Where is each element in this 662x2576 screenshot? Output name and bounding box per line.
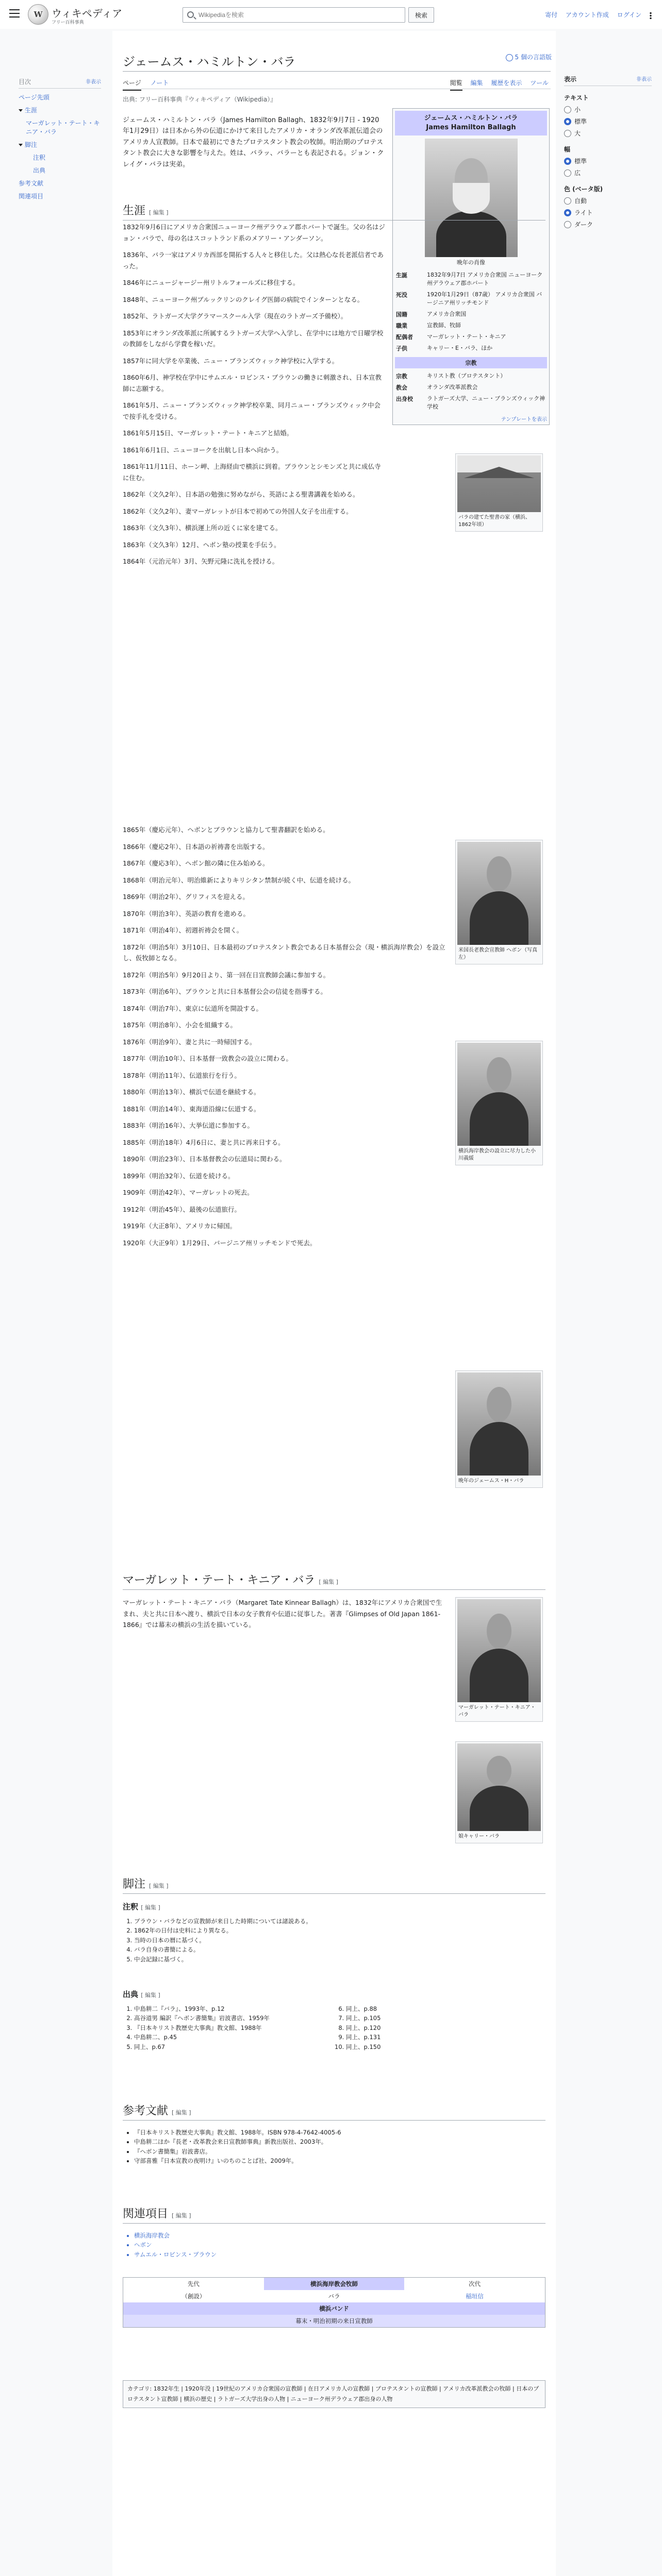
infobox-title: [395, 111, 547, 135]
section-title: 参考文献: [123, 2105, 169, 2117]
radio-icon[interactable]: [564, 209, 571, 216]
chronology-entry: 1874年（明治7年）、東京に伝道所を開設する。: [123, 1004, 263, 1012]
figure-hepburn: [455, 840, 543, 964]
site-header: [0, 0, 662, 29]
note-item: 3. 当時の日本の暦に基づく。: [134, 1936, 545, 1945]
margaret-paragraph: マーガレット・テート・キニア・バラ（Margaret Tate Kinnear Ballagh）は、1832年にアメリカ合衆国で生まれ、夫と共に日本へ渡り、横浜で日本の女子教育や伝道に従事した。著書『Glimpses of Old Japan 1861-1866』では幕末の横浜の生活を描いている。: [123, 1599, 442, 1629]
chronology-entry: 1919年（大正8年）、アメリカに帰国。: [123, 1222, 237, 1230]
reference-item: • 中島耕二ほか『長老・改革教会来日宣教師事典』新教出版社、2003年。: [134, 2137, 545, 2146]
chronology-entry: 1883年（明治16年）、大挙伝道に参加する。: [123, 1122, 254, 1129]
figure-image[interactable]: [457, 1043, 541, 1146]
infobox-row: [395, 309, 547, 320]
infobox-value: 1920年1月29日（87歳） アメリカ合衆国 バージニア州リッチモンド: [427, 291, 542, 307]
toc-item-label: 生涯: [25, 107, 38, 114]
language-button-label: 5 個の言語版: [515, 54, 552, 61]
figure-caption: 米国長老教会宣教師 ヘボン（写真左）: [458, 947, 538, 960]
main-menu-icon[interactable]: [9, 9, 20, 18]
chronology-entry: 1909年（明治42年）、マーガレットの死去。: [123, 1189, 254, 1196]
source-item: 1. 中島耕二『バラ』、1993年、p.12: [134, 2004, 334, 2013]
search-input[interactable]: [197, 10, 404, 20]
chronology-entry: 1848年、ニューヨーク州ブルックリンのクレイグ医師の病院でインターンとなる。: [123, 295, 364, 303]
infobox-label: 死没: [396, 292, 407, 299]
view-tabs: [444, 78, 549, 87]
search-icon: [187, 11, 194, 18]
appearance-option[interactable]: [564, 117, 652, 126]
chronology-entry: 1861年5月、ニュー・ブランズウィック神学校卒業、同月ニュー・ブランズウィック中会で按手礼を受ける。: [123, 401, 381, 420]
chronology-entry: 1861年5月15日、マーガレット・テート・キニアと結婚。: [123, 429, 293, 437]
logo-glyph: W: [34, 10, 43, 19]
toc-item-sources[interactable]: 出典: [33, 167, 46, 174]
appearance-option[interactable]: [564, 168, 652, 177]
subsection-title: 出典: [123, 1990, 139, 1999]
figure-ogawa: [455, 1041, 543, 1165]
more-options-icon[interactable]: [650, 12, 652, 19]
chronology-entry: 1873年（明治6年）、ブラウンと共に日本基督公会の信徒を指導する。: [123, 988, 327, 995]
toc-item-life[interactable]: [19, 106, 101, 114]
infobox-row: [395, 382, 547, 393]
subsection-title: 注釈: [123, 1902, 139, 1911]
tab-tools[interactable]: ツール: [530, 79, 549, 87]
appearance-groups: [564, 93, 652, 229]
navbox-next[interactable]: 稲垣信: [466, 2293, 484, 2300]
chronology-entry: 1899年（明治32年）、伝道を続ける。: [123, 1172, 235, 1180]
navbox-header-title[interactable]: 横浜海岸教会牧師: [264, 2278, 405, 2290]
user-links: [539, 10, 652, 19]
edit-section-link[interactable]: [ 編集 ]: [172, 2212, 191, 2219]
source-item: 9. 同上、p.131: [346, 2032, 545, 2042]
site-tagline: フリー百科事典: [52, 20, 84, 25]
category-links[interactable]: カテゴリ: 1832年生 | 1920年没 | 19世紀のアメリカ合衆国の宣教師 | 在日アメリカ人の宣教師 | プロテスタントの宣教師 | アメリカ改革派教会の牧師 | 日本のプロテスタント宣教師 | 横浜の歴史 | ラトガーズ大学出身の人物 | ニューヨーク州デラウェア郡出身の人物: [123, 2380, 545, 2408]
language-icon: [506, 54, 513, 61]
source-item: 4. 中島耕二、p.45: [134, 2032, 334, 2042]
figure-bible-house: [455, 453, 543, 532]
sources-list: [123, 2004, 545, 2052]
section-related-heading: [123, 2205, 545, 2224]
radio-icon[interactable]: [564, 158, 571, 165]
figure-ballagh-late: [455, 1370, 543, 1488]
source-item: 2. 高谷道男 編訳『ヘボン書簡集』岩波書店、1959年: [134, 2013, 334, 2023]
appearance-option[interactable]: [564, 208, 652, 217]
infobox-row: [395, 289, 547, 309]
figure-margaret: [455, 1597, 543, 1722]
note-item: 1. ブラウン・バラなどの宣教師が来日した時期については諸説ある。: [134, 1917, 545, 1926]
navbox-banner[interactable]: 横浜バンド: [123, 2302, 545, 2315]
chronology-entry: 1880年（明治13年）、横浜で伝道を継続する。: [123, 1088, 260, 1096]
appearance-option[interactable]: [564, 220, 652, 229]
tab-history[interactable]: 履歴を表示: [491, 79, 522, 87]
infobox-row: [395, 320, 547, 331]
language-button[interactable]: [506, 53, 552, 61]
infobox-row: [395, 370, 547, 382]
infobox-value: アメリカ合衆国: [427, 311, 467, 318]
chronology-entry: 1853年にオランダ改革派に所属するラトガーズ大学へ入学し、在学中には地方で日曜学校の教師をしながら学費を稼いだ。: [123, 329, 384, 348]
infobox-value: マーガレット・テート・キニア: [427, 333, 506, 341]
infobox-row: [395, 393, 547, 413]
source-item: 5. 同上、p.67: [134, 2042, 334, 2052]
login-link[interactable]: ログイン: [617, 11, 642, 19]
chronology-entry: 1870年（明治3年）、英語の教育を進める。: [123, 909, 250, 918]
chronology-entry: 1861年6月1日、ニューヨークを出航し日本へ向かう。: [123, 446, 283, 454]
source-item: 6. 同上、p.88: [346, 2004, 545, 2013]
appearance-panel: [564, 75, 652, 232]
life-chronology-continued: [123, 824, 458, 1254]
infobox-table-2: [395, 370, 547, 413]
chronology-entry: 1862年（文久2年）、日本語の勉強に努めながら、英語による聖書講義を始める。: [123, 490, 359, 498]
edit-section-link[interactable]: [ 編集 ]: [149, 209, 169, 216]
navbox-prev: （創設）: [181, 2293, 206, 2300]
chronology-entry: 1885年（明治18年）4月6日に、妻と共に再来日する。: [123, 1138, 285, 1146]
chronology-entry: 1866年（慶応2年）、日本語の祈祷書を出版する。: [123, 842, 269, 851]
section-title: 関連項目: [123, 2208, 169, 2221]
appearance-option-label: ライト: [574, 209, 593, 216]
page-title: ジェームス・ハミルトン・バラ: [123, 55, 296, 69]
title-divider: [123, 71, 551, 72]
subsection-sources-heading: [123, 1989, 160, 1999]
source-item: 10. 同上、p.150: [346, 2042, 545, 2052]
toc-item-label: 脚注: [25, 141, 38, 148]
infobox-label: 宗教: [396, 373, 407, 380]
figure-image[interactable]: [457, 455, 541, 512]
infobox-title-en: James Hamilton Ballagh: [426, 124, 516, 132]
edit-section-link[interactable]: [ 編集 ]: [149, 1883, 169, 1889]
figure-image[interactable]: [457, 1743, 541, 1831]
chronology-entry: 1912年（明治45年）、最後の伝道旅行。: [123, 1205, 241, 1213]
edit-section-link[interactable]: [ 編集 ]: [141, 1904, 160, 1911]
infobox-section-religion: 宗教: [395, 357, 547, 368]
toc-hide-button[interactable]: 非表示: [86, 79, 101, 85]
note-item: 5. 中会記録に基づく。: [134, 1955, 545, 1964]
radio-icon[interactable]: [564, 221, 571, 228]
appearance-option[interactable]: [564, 196, 652, 205]
edit-section-link[interactable]: [ 編集 ]: [141, 1992, 160, 1998]
chronology-entry: 1865年（慶応元年）、ヘボンとブラウンと協力して聖書翻訳を始める。: [123, 826, 329, 834]
chronology-entry: 1920年（大正9年）1月29日、バージニア州リッチモンドで死去。: [123, 1239, 317, 1247]
infobox-row: [395, 331, 547, 343]
chronology-entry: 1871年（明治4年）、初週祈祷会を開く。: [123, 926, 243, 934]
reference-item: • 守部喜雅『日本宣教の夜明け』いのちのことば社、2009年。: [134, 2156, 545, 2165]
infobox-row: [395, 269, 547, 289]
infobox-value: キャリー・E・バラ、ほか: [427, 345, 493, 352]
appearance-group-label: テキスト: [564, 94, 589, 101]
article-content: [112, 31, 556, 2576]
source-item: 7. 同上、p.105: [346, 2013, 545, 2023]
chronology-entry: 1852年、ラトガーズ大学グラマースクール入学（現在のラトガーズ予備校）。: [123, 312, 347, 320]
subsection-notes-heading: [123, 1901, 160, 1912]
reference-item: • 『日本キリスト教歴史大事典』教文館、1988年。ISBN 978-4-7642-4005-6: [134, 2128, 545, 2137]
appearance-option-label: 小: [574, 106, 581, 113]
infobox: [392, 108, 550, 425]
life-chronology: [123, 222, 386, 573]
appearance-option-label: ダーク: [574, 221, 593, 228]
infobox-label: 教会: [396, 384, 407, 392]
appearance-option-label: 標準: [574, 118, 587, 125]
chronology-entry: 1857年に同大学を卒業後、ニュー・ブランズウィック神学校に入学する。: [123, 357, 339, 365]
appearance-option-label: 大: [574, 130, 581, 137]
reference-item: • 『ヘボン書簡集』岩波書店。: [134, 2147, 545, 2156]
appearance-group-label: 色 (ベータ版): [564, 185, 603, 193]
related-link[interactable]: • サムエル・ロビンス・ブラウン: [134, 2250, 545, 2259]
infobox-caption: 晩年の肖像: [457, 259, 485, 266]
appearance-hide-button[interactable]: 非表示: [636, 77, 652, 82]
chronology-entry: 1878年（明治11年）、伝道旅行を行う。: [123, 1071, 241, 1079]
infobox-title-ja: ジェームス・ハミルトン・バラ: [424, 114, 518, 122]
navbox-group[interactable]: 幕末・明治初期の来日宣教師: [123, 2315, 545, 2327]
toc-item-top[interactable]: ページ先頭: [19, 94, 49, 101]
appearance-heading: 表示: [564, 76, 577, 83]
chronology-entry: 1832年9月6日にアメリカ合衆国ニューヨーク州デラウェア郡ホバートで誕生。父の名はジョン・バラで、母の名はスコットランド系のメアリー・アンダーソン。: [123, 223, 385, 242]
chronology-entry: 1846年にニュージャージー州リトルフォールズに移住する。: [123, 279, 300, 286]
chronology-entry: 1890年（明治23年）、日本基督教会の伝道局に関わる。: [123, 1155, 286, 1163]
refs-list: [123, 2128, 545, 2166]
toc-item-notes-sub[interactable]: 注釈: [33, 154, 46, 161]
toc-sidebar: [19, 77, 101, 205]
figure-carrie: [455, 1741, 543, 1843]
appearance-option-label: 標準: [574, 158, 587, 165]
infobox-label: 出身校: [396, 396, 413, 403]
navbox-header-prev: 先代: [187, 2280, 200, 2287]
figure-caption: 娘キャリー・バラ: [458, 1834, 500, 1839]
chronology-entry: 1863年（文久3年）12月、ヘボン塾の授業を手伝う。: [123, 540, 280, 549]
infobox-value: オランダ改革派教会: [427, 384, 478, 391]
chronology-entry: 1881年（明治14年）、東海道沿線に伝道する。: [123, 1105, 260, 1113]
infobox-label: 国籍: [396, 311, 407, 318]
section-margaret-heading: [123, 1571, 545, 1590]
related-list: [123, 2231, 545, 2259]
namespace-tabs: [123, 78, 176, 87]
figure-caption: マーガレット・テート・キニア・バラ: [458, 1705, 536, 1718]
chronology-entry: 1868年（明治元年）、明治維新によりキリシタン禁制が続く中、伝道を続ける。: [123, 876, 355, 884]
infobox-value: 宣教師、牧師: [427, 322, 461, 329]
figure-image[interactable]: [457, 842, 541, 945]
toc-heading: 目次: [19, 78, 31, 86]
infobox-label: 生誕: [396, 272, 407, 279]
section-title: 脚注: [123, 1878, 146, 1891]
infobox-template-link[interactable]: テンプレートを表示: [501, 417, 547, 422]
wikipedia-logo[interactable]: [28, 4, 48, 25]
figure-image[interactable]: [457, 1599, 541, 1702]
toc-item-refs[interactable]: 参考文献: [19, 180, 44, 187]
appearance-option-label: 自動: [574, 197, 587, 205]
site-wordmark[interactable]: ウィキペディア: [52, 7, 123, 20]
tab-edit[interactable]: 編集: [470, 79, 483, 87]
figure-caption: バラの建てた聖書の家（横浜、1862年頃）: [458, 515, 531, 528]
navbox-header-next: 次代: [469, 2280, 481, 2287]
chronology-entry: 1836年、バラ一家はアメリカ西部を開拓する人々と移住した。父は熱心な長老派信者であった。: [123, 251, 384, 270]
toc-item-margaret[interactable]: マーガレット・テート・キニア・バラ: [26, 120, 100, 135]
radio-icon[interactable]: [564, 118, 571, 125]
tab-page[interactable]: ページ: [123, 79, 141, 91]
infobox-label: 配偶者: [396, 334, 413, 341]
chronology-entry: 1862年（文久2年）、妻マーガレットが日本で初めての外国人女子を出産する。: [123, 507, 353, 515]
chronology-entry: 1869年（明治2年）、グリフィスを迎える。: [123, 893, 250, 901]
appearance-option[interactable]: [564, 129, 652, 138]
figure-caption: 横浜海岸教会の設立に尽力した小川義綏: [458, 1148, 536, 1161]
infobox-value: 1832年9月7日 アメリカ合衆国 ニューヨーク州デラウェア郡ホバート: [427, 272, 543, 287]
chronology-entry: 1877年（明治10年）、日本基督一致教会の設立に関わる。: [123, 1055, 292, 1062]
infobox-portrait[interactable]: [425, 139, 518, 257]
toc-item-notes[interactable]: [19, 140, 101, 149]
infobox-value: ラトガーズ大学、ニュー・ブランズウィック神学校: [427, 395, 545, 411]
search-button[interactable]: 検索: [408, 7, 434, 23]
note-item: 2. 1862年の日付は史料により異なる。: [134, 1926, 545, 1935]
chronology-entry: 1860年6月、神学校在学中にサムエル・ロビンス・ブラウンの働きに刺激され、日本宣教師に志願する。: [123, 374, 382, 393]
chronology-entry: 1872年（明治5年）3月10日、日本最初のプロテスタント教会である日本基督公会（現・横浜海岸教会）を設立し、仮牧師となる。: [123, 943, 445, 962]
appearance-group-label: 幅: [564, 146, 571, 153]
chronology-entry: 1861年11月11日、ホーン岬、上海経由で横浜に到着。ブラウンとシモンズと共に成仏寺に住む。: [123, 463, 381, 482]
appearance-option[interactable]: [564, 105, 652, 114]
notes-list: [123, 1917, 545, 1964]
edit-section-link[interactable]: [ 編集 ]: [319, 1579, 338, 1585]
figure-caption: 晩年のジェームス・H・バラ: [458, 1478, 524, 1484]
infobox-row: [395, 343, 547, 354]
infobox-label: 子供: [396, 345, 407, 352]
toc-item-related[interactable]: 関連項目: [19, 193, 44, 200]
from-line: 出典: フリー百科事典『ウィキペディア（Wikipedia）』: [123, 96, 277, 103]
radio-icon[interactable]: [564, 170, 571, 177]
source-item: 8. 同上、p.120: [346, 2023, 545, 2032]
section-refs-heading: [123, 2102, 545, 2121]
related-link[interactable]: • 横浜海岸教会: [134, 2231, 545, 2240]
chronology-entry: 1864年（元治元年）3月、矢野元隆に洗礼を授ける。: [123, 557, 279, 565]
lead-paragraph: ジェームス・ハミルトン・バラ（James Hamilton Ballagh、1832年9月7日 - 1920年1月29日）は日本から外の伝道にかけて来日したアメリカ・オランダ改革派伝道会のアメリカ人宣教師。日本で最初にできたプロテスタント教会の牧師。明治期のプロテスタント教会に大きな影響を与えた。姓は、バラッ、バラーとも表記される。ジョン・クレイグ・バラは実弟。: [123, 116, 384, 168]
source-item: 3. 『日本キリスト教歴史大事典』教文館、1988年: [134, 2023, 334, 2032]
chronology-entry: 1872年（明治5年）9月20日より、第一回在日宣教師会議に参加する。: [123, 971, 330, 979]
chronology-entry: 1867年（慶応3年）、ヘボン館の隣に住み始める。: [123, 859, 269, 867]
succession-navbox: [123, 2277, 545, 2328]
edit-section-link[interactable]: [ 編集 ]: [172, 2109, 191, 2116]
tab-talk[interactable]: ノート: [150, 79, 169, 87]
toc-toggle-icon[interactable]: [19, 109, 23, 112]
chronology-entry: 1876年（明治9年）、妻と共に一時帰国する。: [123, 1038, 256, 1046]
radio-icon[interactable]: [564, 106, 571, 113]
section-life-heading: [123, 202, 545, 221]
search-box[interactable]: [183, 7, 405, 23]
appearance-option-label: 広: [574, 170, 581, 177]
navbox-current: バラ: [328, 2293, 340, 2300]
figure-image[interactable]: [457, 1372, 541, 1476]
section-title: 生涯: [123, 205, 146, 217]
toc-toggle-icon[interactable]: [19, 144, 23, 146]
chronology-entry: 1863年（文久3年）、横浜運上所の近くに家を建てる。: [123, 524, 282, 532]
infobox-label: 職業: [396, 323, 407, 330]
section-notes-heading: [123, 1875, 545, 1894]
tab-read[interactable]: 閲覧: [450, 79, 462, 91]
radio-icon[interactable]: [564, 130, 571, 137]
create-account-link[interactable]: アカウント作成: [566, 11, 609, 19]
appearance-option[interactable]: [564, 157, 652, 165]
note-item: 4. バラ自身の書簡による。: [134, 1945, 545, 1954]
infobox-value: キリスト教（プロテスタント）: [427, 372, 506, 380]
chronology-entry: 1875年（明治8年）、小会を組織する。: [123, 1021, 237, 1029]
donate-link[interactable]: 寄付: [545, 11, 558, 19]
radio-icon[interactable]: [564, 197, 571, 205]
related-link[interactable]: • ヘボン: [134, 2240, 545, 2249]
infobox-table: [395, 269, 547, 354]
section-title: マーガレット・テート・キニア・バラ: [123, 1574, 316, 1587]
